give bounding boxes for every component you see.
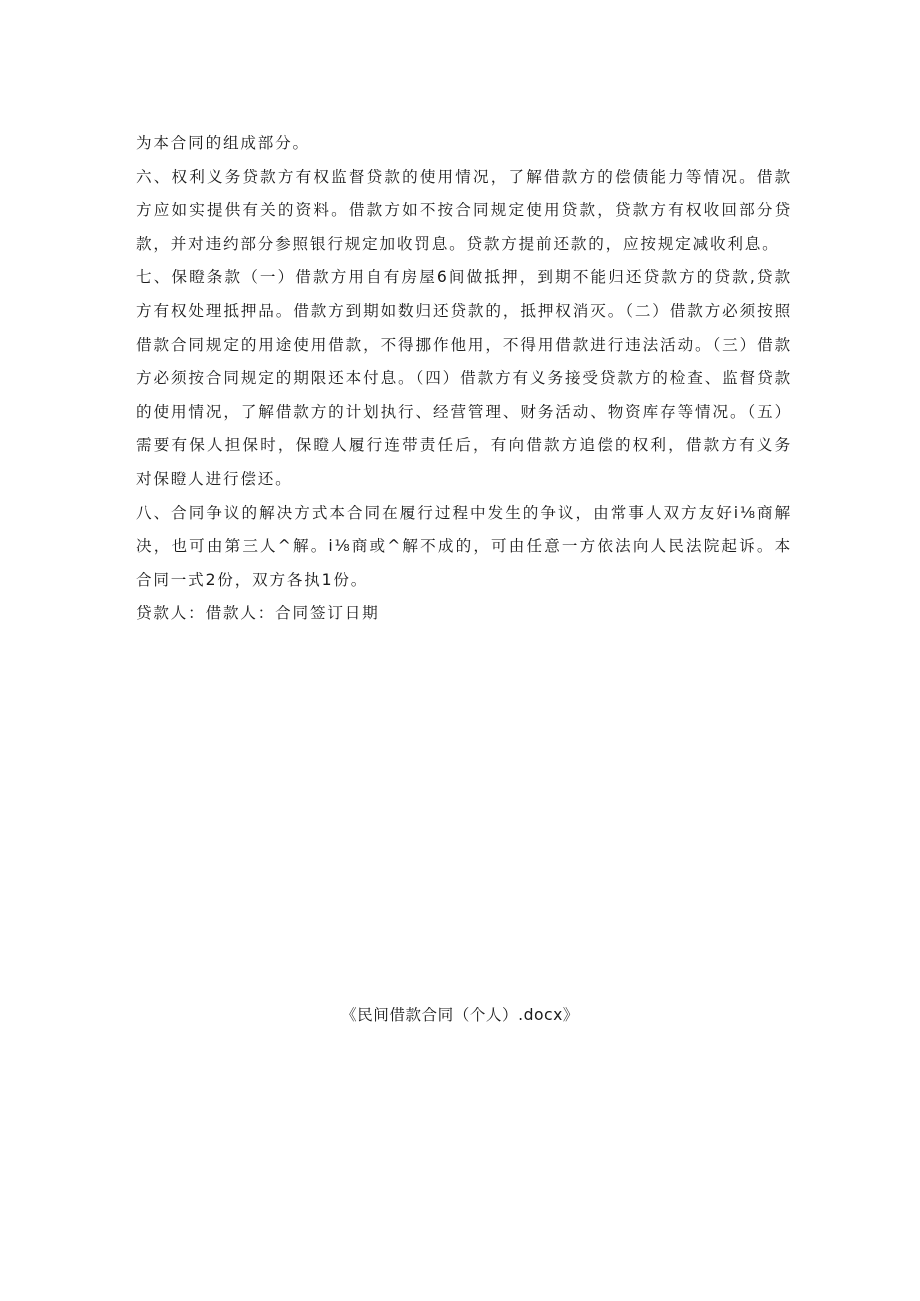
paragraph-dispute-resolution: 八、合同争议的解决方式本合同在履行过程中发生的争议，由常事人双方友好i⅛商解决，也可由第三人^解。i⅛商或^解不成的，可由任意一方依法向人民法院起诉。本合同一式2份，双方各执1份。 bbox=[136, 503, 792, 589]
paragraph-rights-obligations: 六、权利义务贷款方有权监督贷款的使用情况，了解借款方的偿债能力等情况。借款方应如实提供有关的资料。借款方如不按合同规定使用贷款，贷款方有权收回部分贷款，并对违约部分参照银行规定加收罚息。贷款方提前还款的，应按规定减收利息。 bbox=[136, 167, 792, 253]
paragraph-guarantee-clause: 七、保瞪条款（一）借款方用自有房屋6间做抵押，到期不能归还贷款方的贷款,贷款方有权处理抵押品。借款方到期如数归还贷款的，抵押权消灭。（二）借款方必须按照借款合同规定的用途使用借款，不得挪作他用，不得用借款进行违法活动。（三）借款方必须按合同规定的期限还本付息。（四）借款方有义务接受贷款方的检查、监督贷款的使用情况，了解借款方的计划执行、经营管理、财务活动、物资库存等情况。（五）需要有保人担保时，保瞪人履行连带责任后，有向借款方追偿的权利，借款方有义务对保瞪人进行偿还。 bbox=[136, 268, 792, 488]
document-body bbox=[136, 127, 792, 631]
paragraph-signature-line: 贷款人：借款人：合同签订日期 bbox=[136, 604, 380, 623]
paragraph-continuation: 为本合同的组成部分。 bbox=[136, 134, 310, 152]
document-footer-filename: 《民间借款合同（个人）.docx》 bbox=[341, 1006, 579, 1024]
